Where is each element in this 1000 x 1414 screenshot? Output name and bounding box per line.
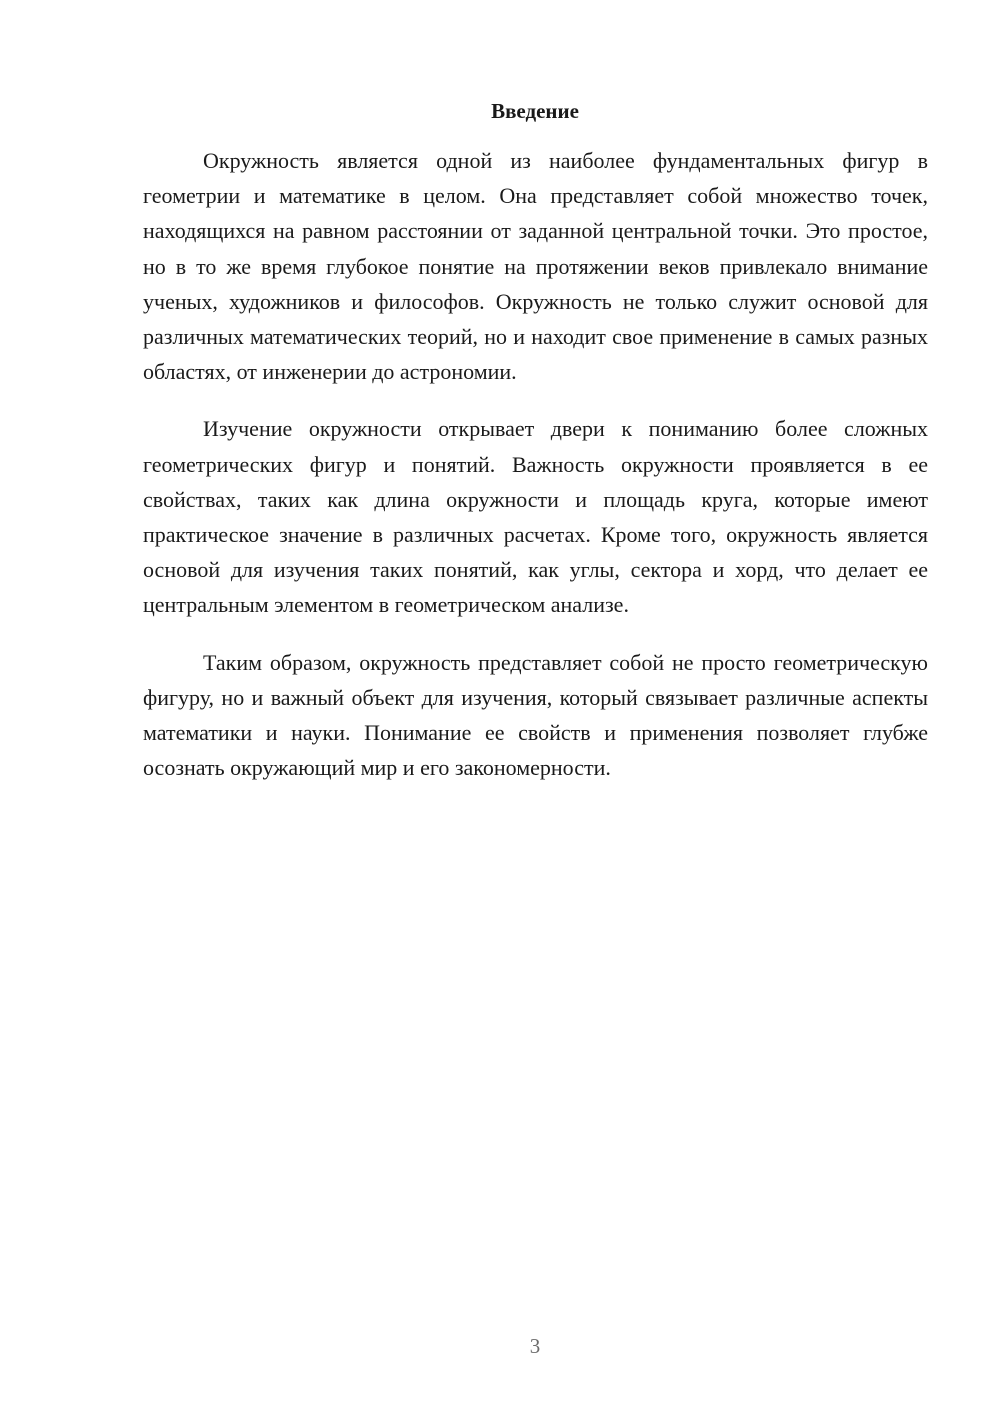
paragraph-2: Изучение окружности открывает двери к пониманию более сложных геометрических фигур и понятий. Важность окружности проявляется в ее свойствах, таких как длина окружности и площадь круга, которые имеют практическое значение в различных расчетах. Кроме того, окружность является основой для изучения таких понятий, как углы, сектора и хорд, что делает ее центральным элементом в геометрическом анализе. bbox=[143, 416, 928, 618]
page-number: 3 bbox=[529, 1334, 541, 1358]
paragraph-1: Окружность является одной из наиболее фундаментальных фигур в геометрии и математике в целом. Она представляет собой множество точек, находящихся на равном расстоянии от заданной центральной точки. Это простое, но в то же время глубокое понятие на протяжении веков привлекало внимание ученых, художников и философов. Окружность не только служит основой для различных математических теорий, но и находит свое применение в самых разных областях, от инженерии до астрономии. bbox=[143, 148, 928, 385]
section-heading: Введение bbox=[491, 99, 579, 123]
body-text bbox=[143, 143, 928, 807]
paragraph-3: Таким образом, окружность представляет собой не просто геометрическую фигуру, но и важный объект для изучения, который связывает различные аспекты математики и науки. Понимание ее свойств и применения позволяет глубже осознать окружающий мир и его закономерности. bbox=[143, 649, 928, 781]
